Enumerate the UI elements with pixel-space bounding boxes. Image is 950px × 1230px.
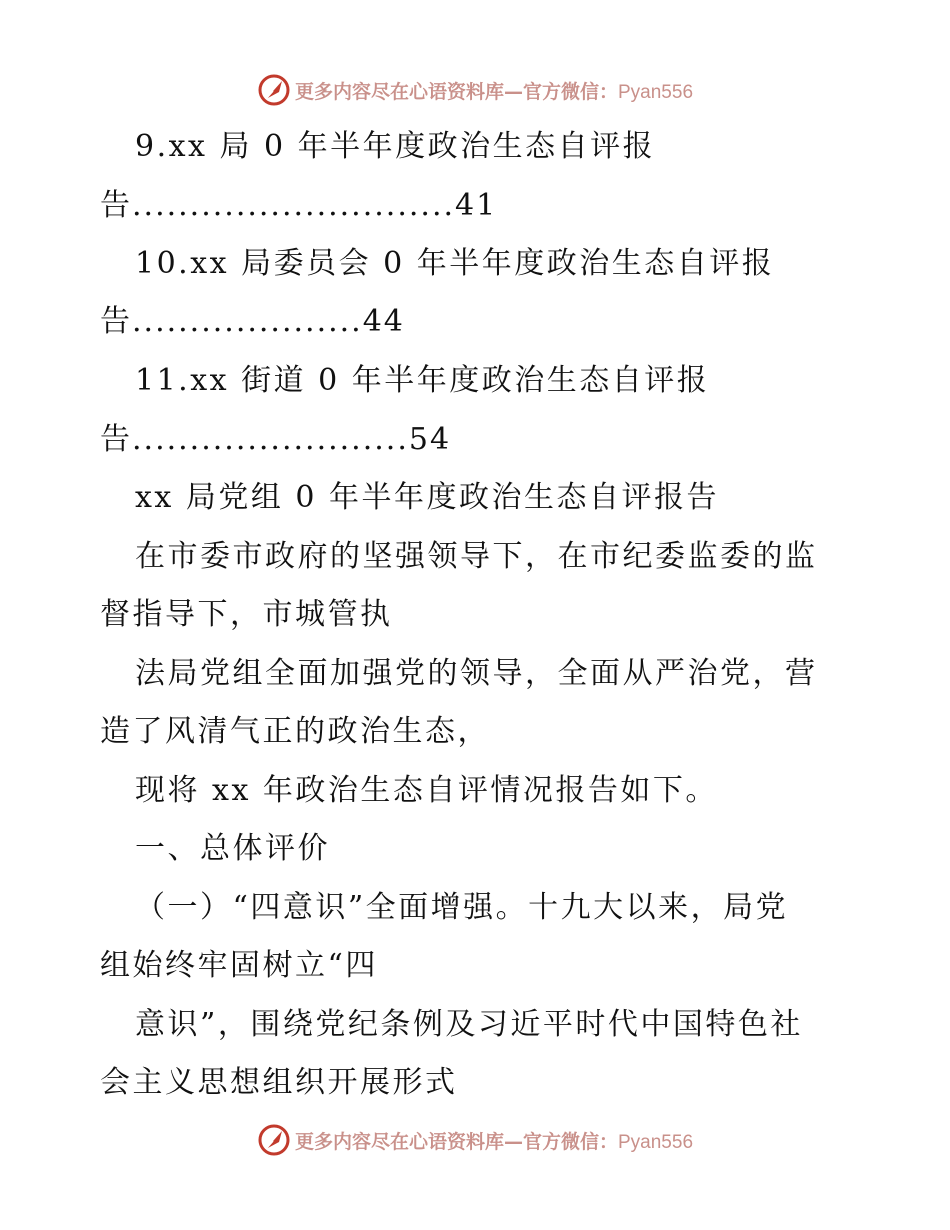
paragraph-line: 组始终牢固树立“四 [100, 948, 378, 983]
section-heading: 一、总体评价 [135, 831, 330, 866]
watermark-cn-text: 更多内容尽在心语资料库—官方微信： [294, 1130, 618, 1153]
toc-entry-11-page: 告........................54 [100, 422, 452, 457]
toc-entry-11: 11.xx 街道 0 年半年度政治生态自评报 [135, 363, 710, 398]
paragraph-line: （一）“四意识”全面增强。十九大以来，局党 [135, 890, 789, 925]
paragraph-line: 督指导下，市城管执 [100, 597, 393, 632]
paragraph-line: 在市委市政府的坚强领导下，在市纪委监委的监 [135, 539, 818, 574]
watermark-text [295, 77, 693, 104]
paragraph-line: 造了风清气正的政治生态， [100, 714, 490, 749]
paragraph-line: 意识”，围绕党纪条例及习近平时代中国特色社 [135, 1007, 803, 1042]
watermark-text [295, 1127, 693, 1154]
report-title: xx 局党组 0 年半年度政治生态自评报告 [135, 480, 720, 515]
quill-logo-icon [257, 1123, 291, 1157]
toc-entry-9-page: 告............................41 [100, 188, 498, 223]
toc-entry-9: 9.xx 局 0 年半年度政治生态自评报 [135, 129, 656, 164]
watermark-wechat-id: Pyan556 [618, 1131, 694, 1153]
paragraph-line: 会主义思想组织开展形式 [100, 1065, 458, 1100]
watermark-cn-text: 更多内容尽在心语资料库—官方微信： [294, 80, 618, 103]
footer-watermark [0, 1120, 950, 1160]
paragraph-line: 现将 xx 年政治生态自评情况报告如下。 [135, 773, 718, 808]
toc-entry-10: 10.xx 局委员会 0 年半年度政治生态自评报 [135, 246, 775, 281]
paragraph-line: 法局党组全面加强党的领导，全面从严治党，营 [135, 656, 818, 691]
header-watermark [0, 70, 950, 110]
quill-logo-icon [257, 73, 291, 107]
watermark-wechat-id: Pyan556 [618, 81, 694, 103]
toc-entry-10-page: 告....................44 [100, 304, 405, 339]
